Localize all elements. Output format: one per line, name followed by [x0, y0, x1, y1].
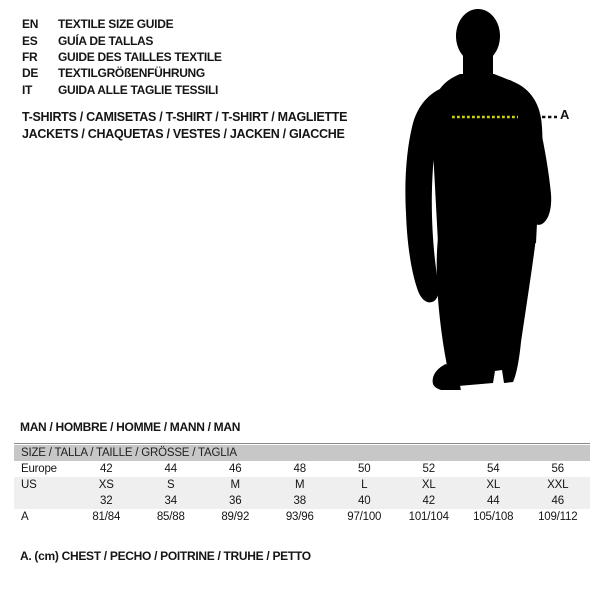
category-line-jackets: JACKETS / CHAQUETAS / VESTES / JACKEN / GIACCHE: [22, 127, 345, 141]
language-row-fr: [22, 49, 222, 65]
language-row-es: [22, 32, 222, 48]
table-cell: XXL: [547, 479, 569, 491]
language-list: [22, 16, 222, 98]
table-cell: 34: [164, 495, 177, 507]
row-label: A: [21, 511, 29, 523]
table-cell: 81/84: [92, 511, 121, 523]
man-silhouette: [405, 9, 551, 390]
table-row-us-numeric: [14, 493, 590, 509]
chest-footnote: A. (cm) CHEST / PECHO / POITRINE / TRUHE / PETTO: [20, 549, 311, 563]
table-cell: 54: [487, 463, 500, 475]
table-cell: 42: [422, 495, 435, 507]
table-row-us-letter: [14, 477, 590, 493]
category-lines: [22, 109, 347, 143]
table-cell: M: [295, 479, 305, 491]
language-label: GUÍA DE TALLAS: [58, 33, 154, 48]
table-cell: 93/96: [285, 511, 314, 523]
language-code: EN: [22, 17, 39, 32]
language-code: FR: [22, 49, 38, 64]
table-cell: M: [230, 479, 240, 491]
row-label: [14, 493, 74, 509]
table-row-chest-a: [14, 509, 590, 526]
table-cell: 36: [229, 495, 242, 507]
table-cell: XL: [421, 479, 436, 491]
measurement-label-a: A: [560, 107, 570, 122]
table-cell: 42: [100, 463, 113, 475]
table-cell: 109/112: [538, 511, 578, 523]
table-cell: 44: [164, 463, 177, 475]
language-code: DE: [22, 66, 39, 81]
table-cell: 52: [422, 463, 435, 475]
language-label: GUIDA ALLE TAGLIE TESSILI: [58, 82, 219, 97]
table-cell: 38: [293, 495, 306, 507]
language-code: ES: [22, 33, 38, 48]
language-label: GUIDE DES TAILLES TEXTILE: [58, 49, 222, 64]
section-title-man: MAN / HOMBRE / HOMME / MANN / MAN: [20, 420, 241, 434]
language-code: IT: [22, 82, 33, 97]
size-table: [14, 443, 590, 526]
table-cell: 50: [358, 463, 371, 475]
table-cell: 44: [487, 495, 500, 507]
table-cell: S: [167, 479, 175, 491]
language-label: TEXTILE SIZE GUIDE: [58, 17, 174, 32]
table-cell: 89/92: [221, 511, 250, 523]
table-cell: 97/100: [347, 511, 382, 523]
table-cell: XS: [98, 479, 114, 491]
row-label: US: [21, 479, 37, 491]
table-row-europe: [14, 461, 590, 477]
table-cell: XL: [486, 479, 501, 491]
row-label: Europe: [21, 463, 57, 475]
size-table-header: SIZE / TALLA / TAILLE / GRÖSSE / TAGLIA: [14, 445, 590, 461]
table-cell: 46: [551, 495, 564, 507]
category-line-tshirts: T-SHIRTS / CAMISETAS / T-SHIRT / T-SHIRT / MAGLIETTE: [22, 110, 348, 124]
table-cell: 85/88: [156, 511, 185, 523]
man-silhouette-svg: [398, 8, 568, 390]
language-label: TEXTILGRÖßENFÜHRUNG: [58, 66, 205, 81]
language-row-it: [22, 82, 222, 98]
table-cell: 101/104: [408, 511, 449, 523]
table-cell: L: [361, 479, 368, 491]
table-cell: 56: [551, 463, 564, 475]
table-cell: 48: [293, 463, 306, 475]
language-row-en: [22, 16, 222, 32]
table-cell: 32: [100, 495, 113, 507]
table-cell: 105/108: [473, 511, 514, 523]
table-cell: 46: [229, 463, 242, 475]
language-row-de: [22, 65, 222, 81]
table-cell: 40: [358, 495, 371, 507]
